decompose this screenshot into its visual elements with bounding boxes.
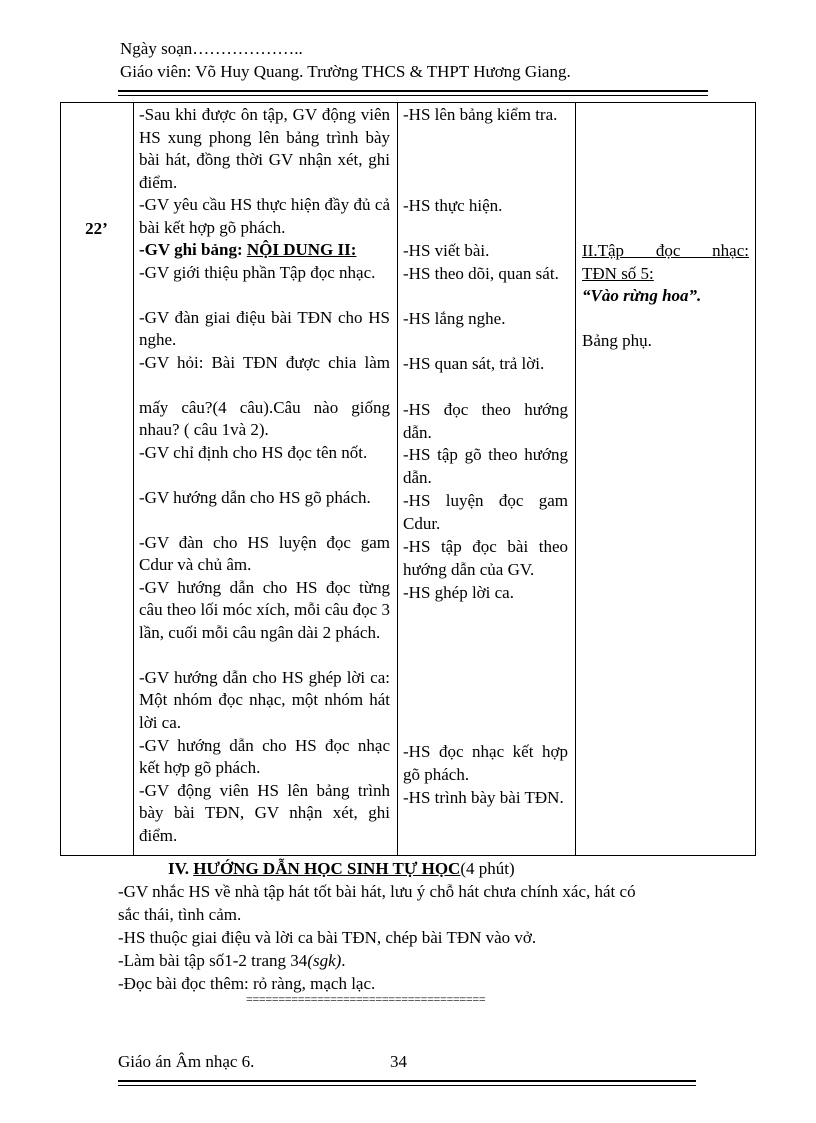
content-cell	[582, 240, 749, 352]
teacher-line: Giáo viên: Võ Huy Quang. Trường THCS & THPT Hương Giang.	[120, 62, 571, 81]
self-study-line: -HS thuộc giai điệu và lời ca bài TĐN, chép bài TĐN vào vở.	[118, 928, 537, 947]
student-activity-item: -HS theo dõi, quan sát.	[403, 264, 559, 283]
teacher-activity-item: -GV hướng dẫn cho HS ghép lời ca: Một nhóm đọc nhạc, một nhóm hát lời ca.	[139, 667, 390, 732]
footer-title: Giáo án Âm nhạc 6.	[118, 1052, 255, 1071]
exercise-period: .	[341, 951, 346, 970]
content-subtitle: TĐN số 5:	[582, 263, 654, 283]
self-study-line: -GV nhắc HS về nhà tập hát tốt bài hát, lưu ý chỗ hát chưa chính xác, hát có	[118, 882, 636, 901]
section-iv-heading	[168, 858, 515, 881]
teacher-activity-item: -GV hỏi: Bài TĐN được chia làm	[139, 352, 390, 372]
student-activity-item: -HS tập đọc bài theo hướng dẫn của GV.	[403, 537, 568, 579]
section-separator: =====================================	[246, 992, 486, 1006]
table-border-left	[60, 102, 61, 855]
student-activity-item: -HS tập gõ theo hướng dẫn.	[403, 445, 568, 487]
student-activity-item: -HS lắng nghe.	[403, 309, 506, 328]
table-top-border	[60, 102, 755, 103]
teacher-activity-heading	[139, 239, 390, 262]
exercise-text: -Làm bài tập số1-2 trang 34	[118, 951, 308, 970]
student-activity-item: -HS lên bảng kiểm tra.	[403, 105, 558, 124]
teacher-activity-item: mấy câu?(4 câu).Câu nào giống nhau? ( câu 1và 2).	[139, 397, 390, 440]
teacher-activity-item: -Sau khi được ôn tập, GV động viên HS xung phong lên bảng trình bày bài hát, đồng thời GV nhận xét, ghi điểm.	[139, 105, 390, 192]
teacher-activity-item: -GV đàn cho HS luyện đọc gam Cdur và chủ âm.	[139, 532, 390, 575]
teaching-material: Bảng phụ.	[582, 330, 652, 350]
teacher-activity-item: -GV chỉ định cho HS đọc tên nốt.	[139, 442, 368, 462]
table-divider-3	[575, 102, 576, 855]
time-cell: 22’	[85, 219, 108, 238]
date-line: Ngày soạn………………..	[120, 39, 303, 58]
table-divider-1	[133, 102, 134, 855]
teacher-activity-item: -GV đàn giai điệu bài TĐN cho HS nghe.	[139, 307, 390, 350]
section-iv-number: IV.	[168, 859, 194, 878]
student-activity-item: -HS viết bài.	[403, 241, 490, 260]
student-activity-item: -HS luyện đọc gam Cdur.	[403, 491, 568, 533]
song-title: “Vào rừng hoa”.	[582, 286, 702, 306]
student-activity-item: -HS đọc nhạc kết hợp gõ phách.	[403, 742, 568, 784]
student-activity-item: -HS quan sát, trả lời.	[403, 354, 545, 373]
table-divider-2	[397, 102, 398, 855]
self-study-line	[118, 950, 346, 973]
self-study-line: sắc thái, tình cảm.	[118, 905, 242, 924]
table-border-right	[755, 102, 756, 855]
teacher-activity-item: -GV hướng dẫn cho HS đọc từng câu theo lối móc xích, mỗi câu đọc 3 lần, cuối mỗi câu ngân dài 2 phách.	[139, 577, 390, 642]
header-rule-bottom	[118, 95, 708, 96]
teacher-activity-item: -GV hướng dẫn cho HS gõ phách.	[139, 487, 371, 507]
student-activity-item: -HS ghép lời ca.	[403, 583, 514, 602]
board-note-prefix: -GV ghi bảng:	[139, 240, 247, 259]
section-iv-duration: (4 phút)	[460, 859, 515, 878]
footer-rule-bottom	[118, 1085, 696, 1086]
student-activity-item: -HS trình bày bài TĐN.	[403, 788, 564, 807]
exercise-ref: (sgk)	[307, 951, 342, 970]
student-activity-item: -HS đọc theo hướng dẫn.	[403, 400, 568, 442]
teacher-activity-item: -GV hướng dẫn cho HS đọc nhạc kết hợp gõ phách.	[139, 735, 390, 778]
footer-rule-top	[118, 1080, 696, 1082]
page-number: 34	[390, 1052, 407, 1071]
section-iv-title: HƯỚNG DẪN HỌC SINH TỰ HỌC	[193, 859, 461, 878]
content-section-title: II.Tập đọc nhạc:	[582, 241, 749, 260]
teacher-activity-item: -GV động viên HS lên bảng trình bày bài TĐN, GV nhận xét, ghi điểm.	[139, 780, 390, 845]
student-activity-item: -HS thực hiện.	[403, 196, 503, 215]
self-study-line: -Đọc bài đọc thêm: rỏ ràng, mạch lạc.	[118, 974, 376, 993]
header-rule-top	[118, 90, 708, 92]
teacher-activity-item: -GV yêu cầu HS thực hiện đầy đủ cả bài kết hợp gõ phách.	[139, 195, 390, 237]
teacher-activities-cell	[139, 104, 390, 845]
table-bottom-border	[60, 855, 756, 856]
content-ii-heading: NỘI DUNG II:	[246, 240, 357, 259]
teacher-activity-item: -GV giới thiệu phần Tập đọc nhạc.	[139, 262, 376, 282]
